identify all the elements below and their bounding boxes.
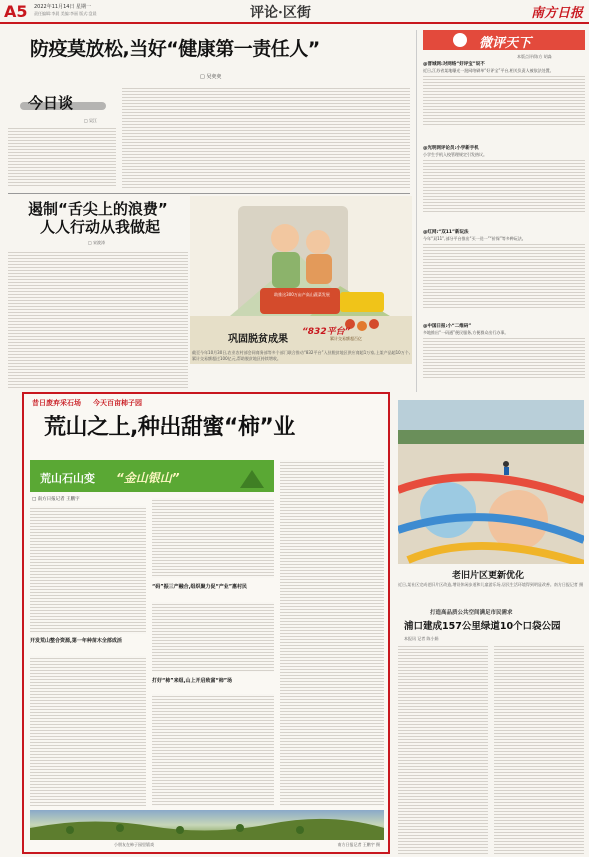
feature-photo-note: 小朋友在柿子园里嬉戏 [114, 842, 154, 847]
sidebar-panel [416, 30, 586, 392]
feature-body-col2 [152, 498, 274, 806]
page-number: A5 [4, 2, 28, 21]
divider [8, 193, 410, 194]
feature-kicker-2: 今天百亩柿子园 [93, 399, 142, 407]
cartoon-illustration [190, 196, 412, 364]
cartoon-sub-banner: 累计交易额超百亿 [330, 336, 362, 341]
feature-byline: □ 南方日报记者 王鹏宇 [32, 497, 80, 502]
cartoon-caption: 截至今年10月30日,农业农村部会同商务部等多个部门联合推动“832平台”入驻脱贫地区供应商超1万家,上架产品超10万个,累计交易额超过100亿元,帮助脱贫地区持续增收。 [192, 350, 410, 361]
feature-body-col3 [280, 460, 384, 806]
cartoon-sign: 助推这300万亩产高山蔬菜发展 [274, 292, 330, 297]
sidebar-item-desc: 今年“双11”,部分平台推出“买一送一”“价保”等多种玩法。 [423, 236, 526, 241]
sidebar-item-desc: 近日,江苏省某地曝光一批网络刷单“好评宝”平台,相关负责人被依法处置。 [423, 68, 554, 73]
feature-banner [30, 460, 274, 492]
cartoon-drawing [190, 196, 412, 364]
sidebar-item-kicker: @光明网评论员:小学新手机 [423, 146, 479, 151]
essay-byline: □ 宋波涛 [88, 240, 106, 245]
weibo-icon [453, 33, 467, 47]
feature-banner-b: “金山银山” [116, 471, 180, 485]
orchard-scene [30, 810, 384, 840]
section-title: 评论·区街 [250, 5, 311, 21]
news-title: 浦口建成157公里绿道10个口袋公园 [404, 621, 561, 632]
mountain-icon [240, 470, 264, 488]
sidebar-item-1 [423, 62, 585, 142]
playground-scene [398, 400, 584, 564]
essay-title-line1: 遏制“舌尖上的浪费” [28, 200, 168, 218]
feature-photo [30, 810, 384, 840]
editor-credits: 责任编辑:李晨 美编:李丽 版式:盘晨 [34, 11, 97, 16]
essay-body [8, 250, 188, 390]
sidebar-byline: 本版点评/陈方 胡淼 [517, 54, 552, 59]
essay-title-line2: 人人行动从我做起 [40, 218, 161, 236]
feature-subhead-3: 打好“柿”来组,山上开启致富“柿”场 [152, 678, 233, 684]
sidebar-item-desc: 多地推出“一码通”便民服务,方便群众出行办事。 [423, 330, 509, 335]
news-byline: 本报讯 记者 陈小娟 [404, 636, 439, 641]
sidebar-item-3 [423, 230, 585, 320]
cartoon-banner: “832平台” [302, 327, 351, 337]
news-body [398, 644, 584, 854]
today-column-body [8, 126, 116, 188]
today-column-byline: □ 吴江 [84, 118, 98, 123]
today-column-badge [20, 92, 110, 116]
lead-article-body [122, 86, 410, 190]
today-column-label: 今日谈 [28, 94, 74, 112]
feature-kicker: 昔日废弃采石场 [32, 399, 81, 407]
newspaper-logo: 南方日报 [530, 6, 583, 21]
sidebar-item-4 [423, 324, 585, 390]
news-kicker: 打造高品质公共空间满足市民需求 [430, 610, 513, 616]
feature-kicker-row [32, 398, 142, 408]
sidebar-item-kicker: @晋城网:对网络“好评宝”说不 [423, 62, 485, 67]
masthead [0, 0, 589, 24]
playground-photo [398, 400, 584, 564]
sidebar-item-2 [423, 146, 585, 226]
sidebar-title: 微评天下 [479, 36, 532, 51]
sidebar-header [423, 30, 585, 50]
feature-subhead-1: 开发荒山整合资源,第一年种苗木全部成活 [30, 638, 122, 644]
feature-box [22, 392, 390, 854]
feature-subhead-2: “码”振三产融合,组织聚力促“产业”惠村民 [152, 584, 248, 590]
sidebar-item-kicker: @红网:“双11”新玩法 [423, 230, 469, 235]
feature-banner-a: 荒山石山变 [40, 472, 95, 485]
cartoon-caption-title: 巩固脱贫成果 [228, 334, 288, 345]
sidebar-item-desc: 小学生手机入校管理规定引发热议。 [423, 152, 487, 157]
playground-caption: 近日,某社区完成老旧片区改造,增设休闲步道和儿童游乐场,居民生活环境得到明显改善。南方日报记者 摄 [398, 582, 584, 587]
sidebar-item-kicker: @中国日报:小“二维码” [423, 324, 472, 329]
issue-date: 2022年11月14日 星期一 [34, 4, 92, 10]
playground-title: 老旧片区更新优化 [452, 571, 525, 581]
feature-body-col1 [30, 506, 146, 806]
feature-title: 荒山之上,种出甜蜜“柿”业 [44, 415, 295, 440]
lead-headline: 防疫莫放松,当好“健康第一责任人” [30, 38, 320, 60]
lead-byline: □ 吴奕奕 [200, 74, 222, 80]
feature-photo-caption: 南方日报记者 王鹏宇 摄 [337, 842, 380, 847]
